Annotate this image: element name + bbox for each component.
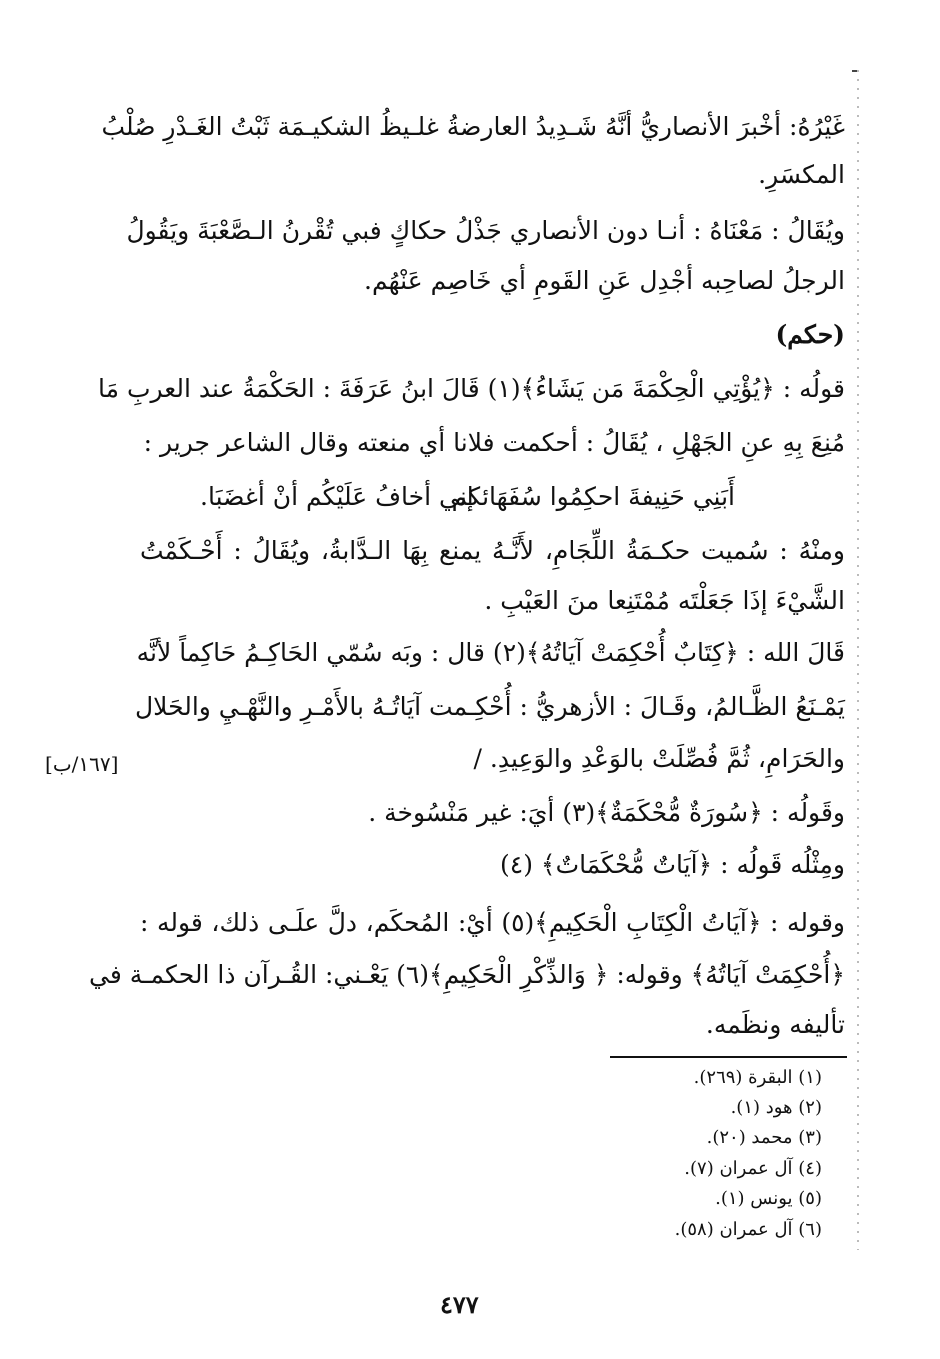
section-heading: (حكم) (775, 320, 845, 349)
poem-second-hemistich: إني أخافُ عَلَيْكُم أنْ أغضَبَا. (200, 482, 474, 511)
text-line: والحَرَامِ، ثُمَّ فُصِّلَتْ بالوَعْدِ والوَعِيدِ. / (473, 744, 845, 773)
text-line: قَالَ الله : ﴿كِتَابٌ أُحْكِمَتْ آيَاتُهُ﴾(٢) قال : وبَه سُمّي الحَاكِـمُ حَاكِماً لأنَّه (136, 638, 845, 667)
text-line: يَمْـنَعُ الظَّـالمُ، وقَـالَ : الأزهريُّ : أُحْكِـمت آيَاتُـهُ بالأَمْـرِ والنَّهْـيِ والحَلال (135, 692, 845, 721)
text-line: الشَّيْءَ إذَا جَعَلْتَه مُمْتَنِعا منَ العَيْبِ . (484, 586, 845, 615)
text-line: تأليفه ونظَمه. (705, 1010, 845, 1039)
footnote-divider (610, 1056, 847, 1058)
footnote: (١) البقرة (٢٦٩). (693, 1067, 822, 1088)
text-line: الرجلُ لصاحِبه أجْدِل عَنِ القَومِ أي خَاصِم عَنْهُم. (364, 266, 845, 295)
footnote: (٤) آل عمران (٧). (684, 1158, 822, 1179)
footnote: (٣) محمد (٢٠). (706, 1127, 822, 1148)
footnote: (٢) هود (١). (730, 1097, 822, 1118)
text-line: مُنِعَ بِهِ عنِ الجَهْلِ ، يُقَالُ : أحكمت فلانا أي منعته وقال الشاعر جرير : (143, 428, 845, 457)
dotted-margin-line (857, 70, 859, 1250)
text-line: ومنْهُ : سُميت حكـمَةُ اللِّجَامِ، لأَنَّـهُ يمنع بِهَا الـدَّابةُ، ويُقَالُ : أَحْـكَمْتُ (140, 536, 845, 565)
text-line: وقَولُه : ﴿سُورَةٌ مُّحْكَمَةٌ﴾(٣) أيَ: غير مَنْسُوخة . (368, 798, 845, 827)
text-line: غَيْرُهُ: أخْبرَ الأنصاريُّ أنَّهُ شَـدِيدُ العارضةُ غلـيظُ الشكيـمَة ثَبْتُ الغَـدْرِ صُلْبُ (101, 112, 845, 141)
poem-first-hemistich: أَبَنِي حَنِيفةَ احكِمُوا سُفَهَائكم (451, 482, 735, 511)
text-line: ﴿أُحْكِمَتْ آيَاتُهُ﴾ وقوله: ﴿ وَالذِّكْرِ الْحَكِيمِ﴾(٦) يَعْـني: القُـرآن ذا الحكمـة في (89, 960, 845, 989)
text-line: المكسَرِ. (758, 160, 845, 189)
text-line: وقوله : ﴿آيَاتُ الْكِتَابِ الْحَكِيمِ﴾(٥) أيْ: المُحكَم، دلَّ علَـى ذلك، قوله : (140, 908, 845, 937)
footnote: (٦) آل عمران (٥٨). (674, 1219, 822, 1240)
page-number: ٤٧٧ (440, 1290, 479, 1319)
text-line: ومِثْلُه قَولُه : ﴿آيَاتٌ مُّحْكَمَاتٌ﴾ (٤) (500, 850, 845, 879)
text-line: قولُه : ﴿يُؤْتِي الْحِكْمَةَ مَن يَشَاءُ﴾(١) قَالَ ابنُ عَرَفَةَ : الحَكْمَةُ عند العربِ مَا (97, 374, 845, 403)
manuscript-folio-marker: [١٦٧/ب] (45, 752, 119, 776)
text-line: ويُقَالُ : مَعْنَاهُ : أنـا دون الأنصاري جَذْلُ حكاكٍ فبي تُقْرنُ الـصَّعْبَةَ ويَقُولُ (126, 216, 845, 245)
footnote: (٥) يونس (١). (715, 1188, 822, 1209)
